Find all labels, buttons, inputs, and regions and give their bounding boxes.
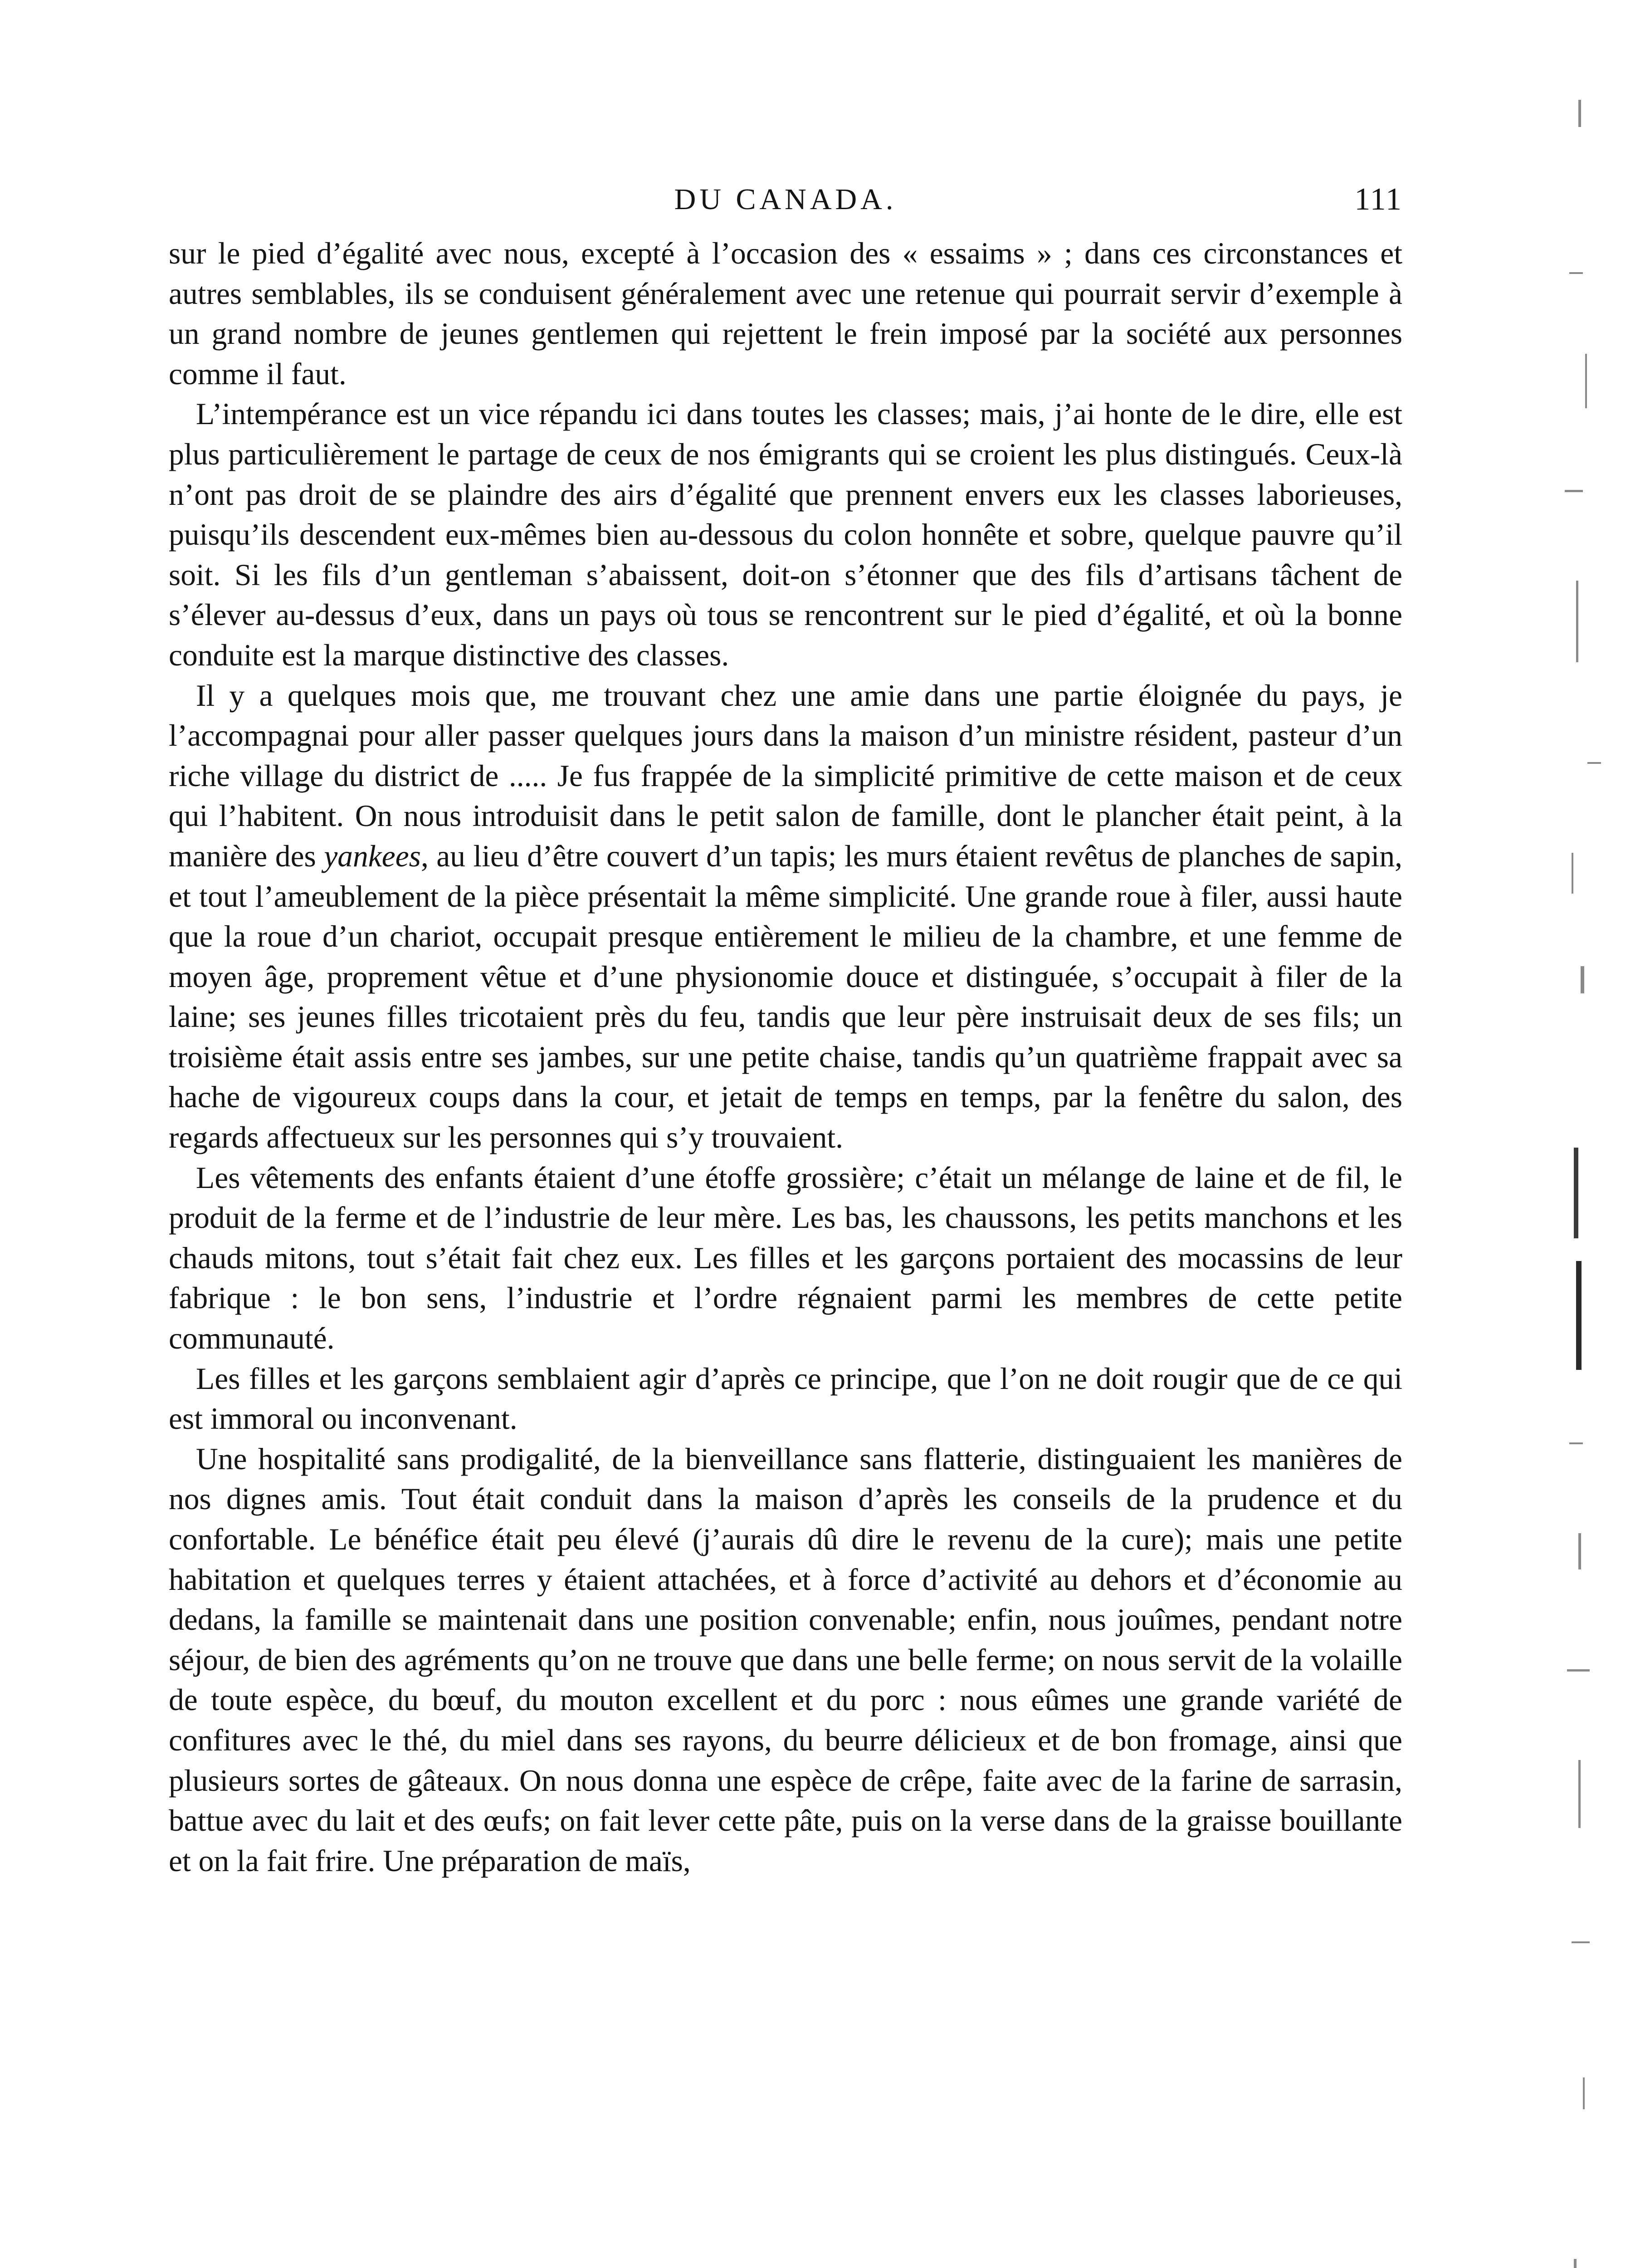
italic-term: yankees — [324, 839, 421, 873]
paragraph-text: Il y a quelques mois que, me trouvant chez une amie dans une partie éloignée du pays, je l’accompagnai pour aller passer quelques jours dans la maison d’un ministre résident, pasteur d’un riche village du district de ..... Je fus frappée de la simplicité primitive de cette maison et de ceux qui l’habitent. On nous introduisit dans le petit salon de famille, dont le plancher était peint, à la manière des — [169, 678, 1402, 873]
scan-margin-marks — [1560, 82, 1615, 2268]
paragraph: Les filles et les garçons semblaient agir d’après ce principe, que l’on ne doit rougir que de ce qui est immoral ou inconvenant. — [169, 1361, 1402, 1436]
paragraph — [169, 676, 1402, 1158]
paragraph: L’intempérance est un vice répandu ici dans toutes les classes; mais, j’ai honte de le dire, elle est plus particulièrement le partage de ceux de nos émigrants qui se croient les plus distingués. Ceux-là n’ont pas droit de se plaindre des airs d’égalité que prennent envers eux les classes laborieuses, puisqu’ils descendent eux-mêmes bien au-dessous du colon honnête et sobre, quelque pauvre qu’il soit. Si les fils d’un gentleman s’abaissent, doit-on s’étonner que des fils d’artisans tâchent de s’élever au-dessus d’eux, dans un pays où tous se rencontrent sur le pied d’égalité, et où la bonne conduite est la marque distinctive des classes. — [169, 397, 1402, 672]
paragraph: sur le pied d’égalité avec nous, excepté à l’occasion des « essaims » ; dans ces circonstances et autres semblables, ils se conduisent généralement avec une retenue qui pourrait servir d’exemple à un grand nombre de jeunes gentlemen qui rejettent le frein imposé par la société aux personnes comme il faut. — [169, 236, 1402, 391]
running-head — [169, 179, 1402, 220]
paragraph: Les vêtements des enfants étaient d’une étoffe grossière; c’était un mélange de laine et de fil, le produit de la ferme et de l’industrie de leur mère. Les bas, les chaussons, les petits manchons et les chauds mitons, tout s’était fait chez eux. Les filles et les garçons portaient des mocassins de leur fabrique : le bon sens, l’industrie et l’ordre régnaient parmi les membres de cette petite communauté. — [169, 1160, 1402, 1356]
paragraph: Une hospitalité sans prodigalité, de la bienveillance sans flatterie, distinguaient les manières de nos dignes amis. Tout était conduit dans la maison d’après les conseils de la prudence et du confortable. Le bénéfice était peu élevé (j’aurais dû dire le revenu de la cure); mais une petite habitation et quelques terres y étaient attachées, et à force d’activité au dehors et d’économie au dedans, la famille se maintenait dans une position convenable; enfin, nous jouîmes, pendant notre séjour, de bien des agréments qu’on ne trouve que dans une belle ferme; on nous servit de la volaille de toute espèce, du bœuf, du mouton excellent et du porc : nous eûmes une grande variété de confitures avec le thé, du miel dans ses rayons, du beurre délicieux et de bon fromage, ainsi que plusieurs sortes de gâteaux. On nous donna une espèce de crêpe, faite avec de la farine de sarrasin, battue avec du lait et des œufs; on fait lever cette pâte, puis on la verse dans de la graisse bouillante et on la fait frire. Une préparation de maïs, — [169, 1442, 1402, 1878]
paragraph-text: , au lieu d’être couvert d’un tapis; les murs étaient revêtus de planches de sapin, et tout l’ameublement de la pièce présentait la même simplicité. Une grande roue à filer, aussi haute que la roue d’un chariot, occupait presque entièrement le milieu de la chambre, et une femme de moyen âge, proprement vêtue et d’une physionomie douce et distinguée, s’occupait à filer de la laine; ses jeunes filles tricotaient près du feu, tandis que leur père instruisait deux de ses fils; un troisième était assis entre ses jambes, sur une petite chaise, tandis qu’un quatrième frappait avec sa hache de vigoureux coups dans la cour, et jetait de temps en temps, par la fenêtre du salon, des regards affectueux sur les personnes qui s’y trouvaient. — [169, 839, 1402, 1155]
body-text — [169, 234, 1402, 1881]
running-title: DU CANADA. — [674, 183, 897, 216]
page-number: 111 — [1354, 182, 1402, 217]
